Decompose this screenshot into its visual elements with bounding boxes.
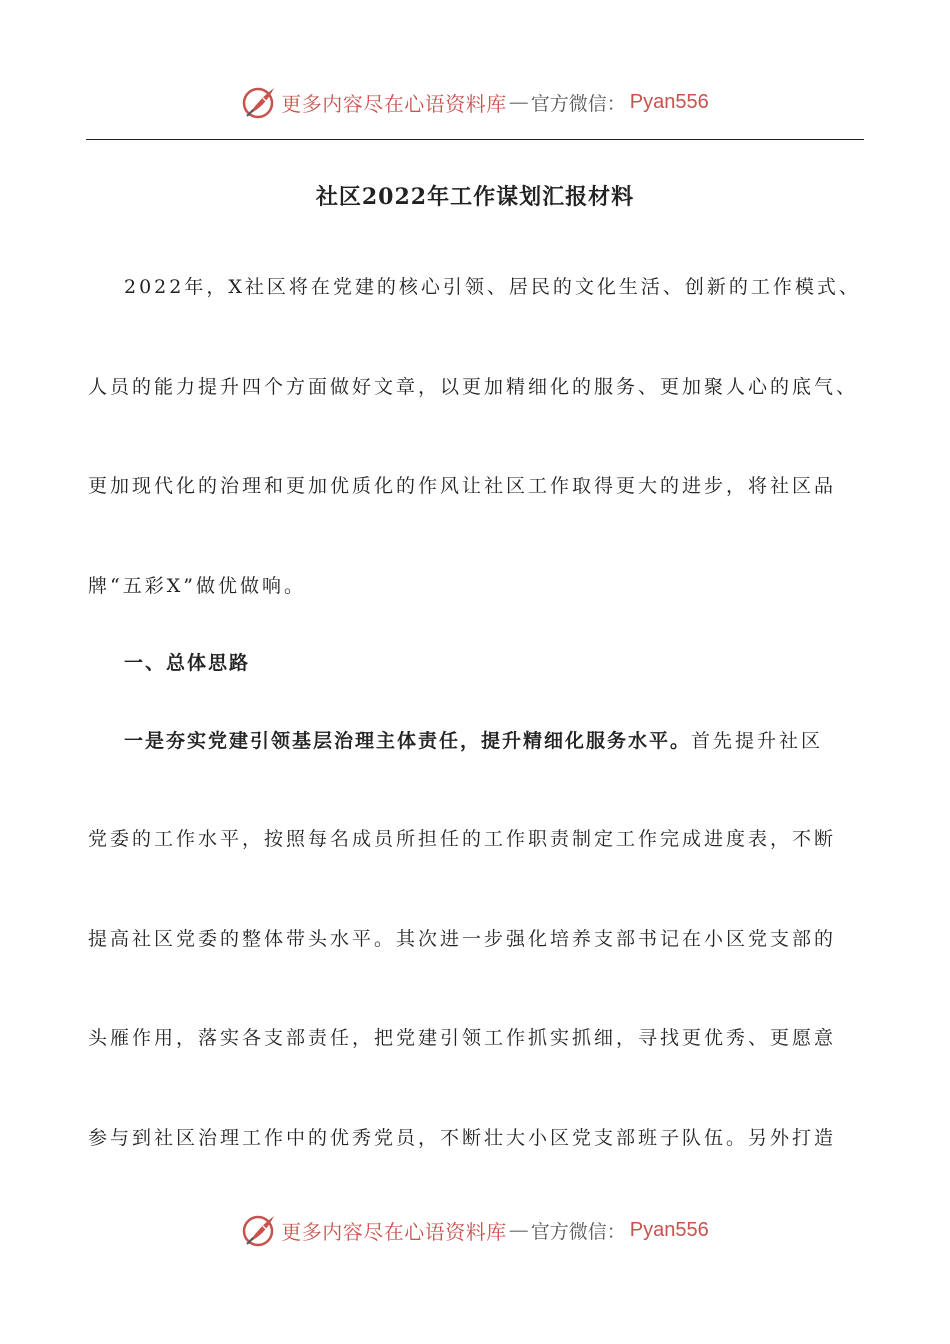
point1-line-4: 头雁作用，落实各支部责任，把党建引领工作抓实抓细，寻找更优秀、更愿意 bbox=[88, 1027, 837, 1049]
intro-line-1: 2022年，X社区将在党建的核心引领、居民的文化生活、创新的工作模式、 bbox=[124, 276, 861, 298]
point1-first-rest: 首先提升社区 bbox=[691, 730, 824, 752]
banner-wechat-label: 官方微信： bbox=[530, 92, 626, 115]
point1-line-5: 参与到社区治理工作中的优秀党员，不断壮大小区党支部班子队伍。另外打造 bbox=[88, 1127, 837, 1149]
point1-line-1 bbox=[124, 726, 904, 753]
banner-text: 更多内容尽在心语资料库 bbox=[281, 1219, 507, 1244]
intro-line-2: 人员的能力提升四个方面做好文章，以更加精细化的服务、更加聚人心的底气、 bbox=[88, 376, 859, 398]
point1-line-3: 提高社区党委的整体带头水平。其次进一步强化培养支部书记在小区党支部的 bbox=[88, 928, 837, 950]
section-heading: 一、总体思路 bbox=[124, 652, 251, 674]
banner-wechat-id: Pyan556 bbox=[629, 90, 709, 113]
intro-line-4: 牌“五彩X”做优做响。 bbox=[88, 575, 306, 597]
document-title: 社区2022年工作谋划汇报材料 bbox=[315, 184, 635, 210]
header-banner bbox=[0, 82, 950, 122]
banner-wechat-label: 官方微信： bbox=[530, 1220, 626, 1243]
point1-bold-lead: 一是夯实党建引领基层治理主体责任，提升精细化服务水平。 bbox=[124, 730, 692, 752]
banner-text: 更多内容尽在心语资料库 bbox=[281, 91, 507, 116]
banner-dash: — bbox=[508, 1218, 529, 1242]
point1-line-2: 党委的工作水平，按照每名成员所担任的工作职责制定工作完成进度表，不断 bbox=[88, 828, 837, 850]
banner-wechat-id: Pyan556 bbox=[629, 1218, 709, 1241]
quill-logo-icon bbox=[241, 1212, 277, 1248]
footer-banner bbox=[0, 1210, 950, 1250]
intro-line-3: 更加现代化的治理和更加优质化的作风让社区工作取得更大的进步，将社区品 bbox=[88, 475, 837, 497]
header-divider bbox=[86, 139, 864, 140]
quill-logo-icon bbox=[241, 84, 277, 120]
banner-dash: — bbox=[508, 90, 529, 114]
